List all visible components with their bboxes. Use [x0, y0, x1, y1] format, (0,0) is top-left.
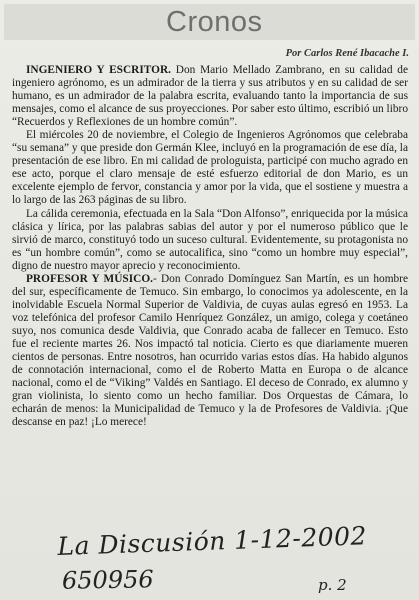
paragraph-1-text: Don Mario Mellado Zambrano, en su calidad de ingeniero agrónomo, es un admirador de la tierra y sus atributos y en su calidad de ser humano, es un admirador de la palabra escrita, evaluando tanto la importancia de sus mensajes, como el alcance de sus proyecciones. Por saber esto último, escribió un libro “Recuerdos y Reflexiones de un hombre común”. [12, 64, 408, 129]
article-body [12, 64, 408, 429]
byline: Por Carlos René Ibacache I. [285, 48, 409, 59]
paragraph-4-text: - Don Conrado Domínguez San Martín, es un hombre del sur, específicamente de Temuco. Sin embargo, lo conocimos ya adolescente, en la inolvidable Escuela Normal Superior de Valdivia, de cuyas aulas egresó en 1953. La voz telefónica del profesor Camilo Henríquez González, un amigo, colega y coetáneo suyo, nos comunica desde Valdivia, que Conrado acaba de fallecer en Temuco. Esto fue el reciente martes 26. Nos impactó tal noticia. Cierto es que diariamente mueren cientos de personas. Entre nosotros, han ocurrido varias estos días. Ha habido algunos de connotación internacional, como el de Roberto Matta en Europa o de alcance nacional, como el de “Viking” Valdés en Santiago. El deceso de Conrado, ex alumno y gran violinista, lo siento como un hecho familiar. Dos Orquestas de Cámara, lo echarán de menos: la Municipalidad de Temuco y la de Profesores de Valdivia. ¡Que descanse en paz! ¡Lo merece! [12, 272, 408, 429]
paragraph-1 [12, 64, 408, 129]
handwritten-catalog-number: 650956 [61, 565, 154, 595]
section-title: Cronos [166, 6, 263, 38]
paragraph-1-lead: INGENIERO Y ESCRITOR. [26, 64, 171, 76]
paragraph-4 [12, 273, 408, 430]
paragraph-3: La cálida ceremonia, efectuada en la Sala “Don Alfonso”, enriquecida por la música clásica y lírica, por las palabras sabias del autor y por el numeroso público que le sirvió de marco, constituyó todo un suceso cultural. Evidentemente, su protagonista no es “un hombre común”, como se autocalifica, sino “como un hombre muy especial”, digno de nuestro mayor aprecio y reconocimiento. [12, 207, 408, 272]
paragraph-2: El miércoles 20 de noviembre, el Colegio de Ingenieros Agrónomos que celebraba “su semana” y que preside don Germán Klee, incluyó en la programación de ese día, la presentación de ese libro. En mi calidad de prologuista, participé con mucho agrado en ese acto, porque el claro mensaje de esté esfuerzo editorial de don Mario, es un excelente ejemplo de fervor, constancia y amor por la vida, que el sostiene y muestra a lo largo de las 263 páginas de su libro. [12, 129, 408, 207]
handwritten-source-note: La Discusión 1-12-2002 [56, 521, 368, 561]
handwritten-page-number: p. 2 [318, 576, 347, 594]
paragraph-4-lead: PROFESOR Y MÚSICO. [26, 272, 153, 285]
